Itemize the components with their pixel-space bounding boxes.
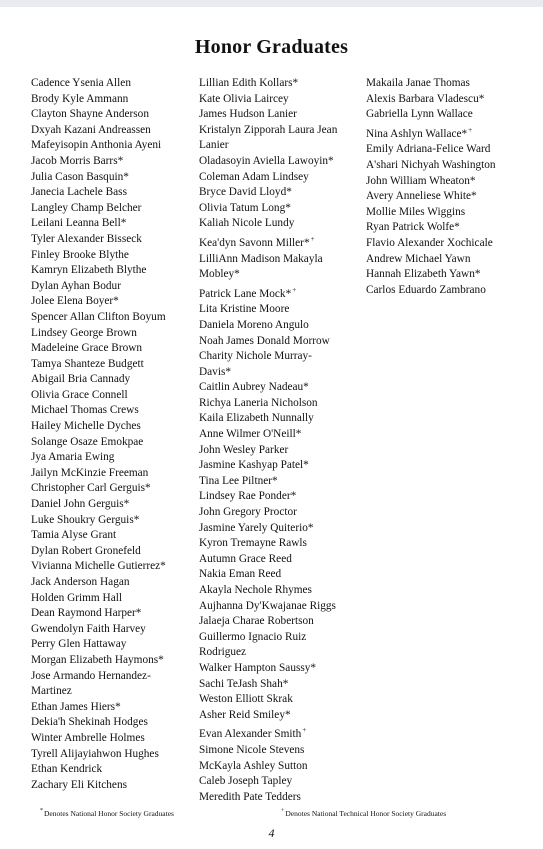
- graduate-name: [31, 138, 166, 154]
- graduate-name: [31, 575, 166, 591]
- graduate-name: [31, 606, 166, 622]
- graduate-name-text: Lindsey Rae Ponder*: [199, 490, 297, 503]
- graduate-name: [31, 248, 166, 264]
- graduate-name: [366, 158, 496, 174]
- graduate-name-text: Jose Armando Hernandez-: [31, 669, 151, 682]
- graduate-name: [31, 513, 166, 529]
- graduate-name: [31, 700, 166, 716]
- graduate-name-text: Morgan Elizabeth Haymons*: [31, 653, 164, 666]
- graduate-name-text: Andrew Michael Yawn: [366, 252, 471, 265]
- graduate-name: [366, 267, 496, 283]
- graduate-name: [31, 622, 166, 638]
- viewer-top-bar: [0, 0, 543, 7]
- graduate-name-text: Tamya Shanteze Budgett: [31, 357, 144, 370]
- graduate-name-text: Noah James Donald Morrow: [199, 334, 330, 347]
- graduate-name-text: Solange Osaze Emokpae: [31, 435, 144, 448]
- graduate-name-text: Jasmine Yarely Quiterio*: [199, 521, 314, 534]
- graduate-name-text: Daniel John Gerguis*: [31, 498, 130, 511]
- graduate-name: [31, 481, 166, 497]
- graduate-name: [31, 559, 166, 575]
- graduate-name-text: Sachi TeJash Shah*: [199, 677, 289, 690]
- graduate-name-text: Caitlin Aubrey Nadeau*: [199, 381, 309, 394]
- graduate-name: [31, 201, 166, 217]
- page-title: Honor Graduates: [194, 36, 349, 58]
- graduate-name: [31, 310, 166, 326]
- graduate-name-text: Ethan Kendrick: [31, 763, 103, 776]
- footnote-nhs: [40, 808, 174, 818]
- graduate-name: [366, 252, 496, 268]
- graduate-name: [199, 536, 337, 552]
- graduate-name: [366, 92, 496, 108]
- graduate-name-text: Kaliah Nicole Lundy: [199, 217, 295, 230]
- graduate-name-text: Lita Kristine Moore: [199, 303, 290, 316]
- graduate-name: [31, 591, 166, 607]
- graduate-name-text: Vivianna Michelle Gutierrez*: [31, 560, 166, 573]
- graduate-name-text: Brody Kyle Ammann: [31, 92, 129, 105]
- graduate-name: [199, 92, 337, 108]
- graduate-name: [31, 232, 166, 248]
- graduate-name: [31, 216, 166, 232]
- graduate-name-text: Spencer Allan Clifton Boyum: [31, 310, 166, 323]
- graduate-name: [31, 544, 166, 560]
- graduate-name: [199, 661, 337, 677]
- graduate-name-text: Nina Ashlyn Wallace*: [366, 127, 468, 140]
- graduate-name-text: Kristalyn Zipporah Laura Jean: [199, 123, 338, 136]
- graduate-name: [31, 372, 166, 388]
- graduate-name: [199, 123, 337, 139]
- graduate-name-text: McKayla Ashley Sutton: [199, 759, 308, 772]
- graduate-name-text: Dylan Ayhan Bodur: [31, 279, 121, 292]
- graduate-name-text: Charity Nichole Murray-: [199, 350, 312, 363]
- graduate-name: [199, 201, 337, 217]
- graduate-name: [31, 715, 166, 731]
- graduate-name-text: Jasmine Kashyap Patel*: [199, 459, 309, 472]
- graduate-name: [199, 567, 337, 583]
- graduate-name: [31, 107, 166, 123]
- graduate-name-text: Davis*: [199, 365, 232, 378]
- graduate-name-text: Flavio Alexander Xochicale: [366, 236, 493, 249]
- graduate-name-text: Anne Wilmer O'Neill*: [199, 428, 302, 441]
- graduate-name-text: Richya Laneria Nicholson: [199, 396, 318, 409]
- graduate-name-text: Dylan Robert Gronefeld: [31, 544, 141, 557]
- graduate-name-text: Michael Thomas Crews: [31, 404, 139, 417]
- graduate-name-text: Bryce David Lloyd*: [199, 186, 292, 199]
- graduate-name: [31, 497, 166, 513]
- graduate-name: [31, 684, 166, 700]
- graduate-name-text: Kate Olivia Laircey: [199, 92, 289, 105]
- graduate-name-text: Coleman Adam Lindsey: [199, 170, 309, 183]
- graduate-name: [199, 252, 337, 268]
- graduate-name: [199, 267, 337, 283]
- names-column-2: [199, 76, 337, 805]
- graduate-name-text: LilliAnn Madison Makayla: [199, 252, 323, 265]
- graduate-name-text: John William Wheaton*: [366, 174, 476, 187]
- graduate-name: [31, 294, 166, 310]
- graduate-name: [199, 76, 337, 92]
- graduate-name: [199, 427, 337, 443]
- graduate-name: [199, 708, 337, 724]
- graduate-name: [31, 419, 166, 435]
- graduate-name: [31, 76, 166, 92]
- graduate-name-text: Finley Brooke Blythe: [31, 248, 129, 261]
- graduate-name: [199, 677, 337, 693]
- graduate-name-text: Jailyn McKinzie Freeman: [31, 466, 149, 479]
- graduate-name: [199, 380, 337, 396]
- graduate-name-text: Hailey Michelle Dyches: [31, 420, 141, 433]
- graduate-name: [31, 528, 166, 544]
- page-number: 4: [268, 826, 275, 840]
- graduate-name: [366, 236, 496, 252]
- graduate-name: [199, 396, 337, 412]
- graduate-name: [199, 302, 337, 318]
- graduate-name: [31, 263, 166, 279]
- graduate-name-text: Simone Nicole Stevens: [199, 743, 305, 756]
- graduate-name-text: Rodriguez: [199, 646, 247, 659]
- nths-marker: +: [310, 234, 315, 243]
- graduate-name: [199, 743, 337, 759]
- graduate-name-text: Kaila Elizabeth Nunnally: [199, 412, 314, 425]
- graduate-name: [366, 283, 496, 299]
- graduate-name: [366, 142, 496, 158]
- graduate-name: [366, 107, 496, 123]
- graduate-name: [31, 403, 166, 419]
- graduate-name-text: Tina Lee Piltner*: [199, 474, 278, 487]
- graduate-name: [199, 443, 337, 459]
- graduate-name: [366, 205, 496, 221]
- graduate-name: [199, 138, 337, 154]
- graduate-name-text: Kyron Tremayne Rawls: [199, 537, 307, 550]
- graduate-name: [31, 653, 166, 669]
- graduate-name-text: Clayton Shayne Anderson: [31, 108, 149, 121]
- graduate-name: [31, 747, 166, 763]
- graduate-name-text: Jalaeja Charae Robertson: [199, 615, 314, 628]
- footnote-nhs-mark: *: [40, 808, 43, 814]
- graduate-name-text: James Hudson Lanier: [199, 108, 297, 121]
- graduate-name-text: Kamryn Elizabeth Blythe: [31, 264, 147, 277]
- graduate-name: [199, 645, 337, 661]
- graduate-name-text: Kea'dyn Savonn Miller*: [199, 236, 310, 249]
- graduate-name: [199, 107, 337, 123]
- graduate-name: [199, 458, 337, 474]
- graduate-name: [31, 154, 166, 170]
- graduate-name: [199, 614, 337, 630]
- graduate-name: [31, 669, 166, 685]
- graduate-name-text: Abigail Bria Cannady: [31, 373, 131, 386]
- graduate-name: [199, 185, 337, 201]
- graduate-name-text: Zachary Eli Kitchens: [31, 778, 127, 791]
- graduate-name: [31, 466, 166, 482]
- footnote-nths-text: Denotes National Technical Honor Society Graduates: [285, 809, 447, 818]
- graduate-name: [199, 411, 337, 427]
- graduate-name-text: Carlos Eduardo Zambrano: [366, 283, 486, 296]
- graduate-name-text: Mobley*: [199, 268, 240, 281]
- graduate-name-text: Jacob Morris Barrs*: [31, 154, 124, 167]
- graduate-name: [199, 630, 337, 646]
- graduate-name-text: Gwendolyn Faith Harvey: [31, 622, 146, 635]
- graduate-name-text: Mollie Miles Wiggins: [366, 205, 466, 218]
- graduate-name-text: Aujhanna Dy'Kwajanae Riggs: [199, 599, 336, 612]
- graduate-name-text: Daniela Moreno Angulo: [199, 318, 309, 331]
- graduate-name-text: Madeleine Grace Brown: [31, 342, 143, 355]
- graduate-name: [31, 357, 166, 373]
- graduate-name-text: Makaila Janae Thomas: [366, 77, 470, 89]
- graduate-name: [31, 341, 166, 357]
- graduate-name: [366, 174, 496, 190]
- graduate-name: [31, 170, 166, 186]
- graduate-name: [366, 76, 496, 92]
- graduate-name: [199, 790, 337, 806]
- graduate-name: [199, 283, 337, 303]
- graduate-name: [199, 583, 337, 599]
- graduate-name-text: Tyrell Alijayiahwon Hughes: [31, 747, 159, 760]
- graduate-name: [31, 450, 166, 466]
- graduate-name: [199, 692, 337, 708]
- graduate-name-text: Meredith Pate Tedders: [199, 790, 301, 803]
- graduate-name: [31, 762, 166, 778]
- graduate-name-text: Weston Elliott Skrak: [199, 693, 293, 706]
- graduate-name-text: Cadence Ysenia Allen: [31, 77, 131, 89]
- graduate-name: [31, 185, 166, 201]
- graduate-name-text: Jya Amaria Ewing: [31, 451, 115, 464]
- graduate-name-text: Gabriella Lynn Wallace: [366, 108, 473, 121]
- graduate-name: [199, 154, 337, 170]
- graduate-name-text: Luke Shoukry Gerguis*: [31, 513, 140, 526]
- graduate-name-text: Winter Ambrelle Holmes: [31, 731, 145, 744]
- graduate-name: [199, 170, 337, 186]
- graduate-name-text: Julia Cason Basquin*: [31, 170, 129, 183]
- graduate-name-text: Dean Raymond Harper*: [31, 607, 142, 620]
- graduate-name: [199, 505, 337, 521]
- graduate-name-text: Tamia Alyse Grant: [31, 529, 117, 542]
- footnote-nths-mark: +: [281, 808, 285, 814]
- graduate-name: [199, 232, 337, 252]
- graduate-name-text: Lanier: [199, 139, 229, 152]
- graduate-name-text: Autumn Grace Reed: [199, 552, 292, 565]
- graduate-name-text: Lindsey George Brown: [31, 326, 137, 339]
- graduate-name-text: Asher Reid Smiley*: [199, 708, 291, 721]
- graduate-name-text: Akayla Nechole Rhymes: [199, 584, 312, 596]
- graduate-name: [199, 599, 337, 615]
- graduate-name-text: Walker Hampton Saussy*: [199, 661, 317, 674]
- graduate-name: [199, 474, 337, 490]
- graduate-name-text: Perry Glen Hattaway: [31, 638, 127, 651]
- graduate-name: [31, 388, 166, 404]
- graduate-name-text: John Gregory Proctor: [199, 506, 297, 519]
- graduate-name: [31, 279, 166, 295]
- graduate-name-text: Dxyah Kazani Andreassen: [31, 123, 151, 136]
- names-column-1: [31, 76, 166, 793]
- graduate-name-text: A'shari Nichyah Washington: [366, 158, 496, 171]
- graduate-name-text: Tyler Alexander Bisseck: [31, 232, 142, 245]
- graduate-name: [31, 637, 166, 653]
- graduate-name-text: Jolee Elena Boyer*: [31, 295, 119, 308]
- graduate-name: [199, 216, 337, 232]
- graduate-name-text: Olivia Tatum Long*: [199, 201, 291, 214]
- graduate-name-text: Nakia Eman Reed: [199, 568, 282, 581]
- nths-marker: +: [468, 125, 473, 134]
- names-column-3: [366, 76, 496, 298]
- graduate-name-text: Lillian Edith Kollars*: [199, 77, 299, 89]
- graduate-name: [199, 318, 337, 334]
- graduate-name: [199, 774, 337, 790]
- graduate-name-text: Caleb Joseph Tapley: [199, 775, 293, 788]
- graduate-name: [199, 552, 337, 568]
- graduate-name: [31, 435, 166, 451]
- graduate-name-text: Avery Anneliese White*: [366, 190, 477, 203]
- graduate-name: [366, 123, 496, 143]
- nths-marker: +: [292, 285, 297, 294]
- graduate-name-text: Martinez: [31, 685, 72, 698]
- graduate-name: [366, 189, 496, 205]
- graduate-name: [31, 778, 166, 794]
- graduate-name-text: Langley Champ Belcher: [31, 201, 142, 214]
- graduate-name: [199, 521, 337, 537]
- graduate-name-text: Holden Grimm Hall: [31, 591, 122, 604]
- graduate-name-text: Christopher Carl Gerguis*: [31, 482, 151, 495]
- graduate-name: [199, 723, 337, 743]
- graduate-name-text: Ryan Patrick Wolfe*: [366, 221, 460, 234]
- graduate-name: [199, 759, 337, 775]
- graduate-name: [199, 334, 337, 350]
- graduate-name-text: Patrick Lane Mock*: [199, 287, 292, 300]
- graduate-name: [199, 489, 337, 505]
- graduate-name: [31, 123, 166, 139]
- graduate-name-text: Olivia Grace Connell: [31, 388, 128, 401]
- graduate-name: [199, 365, 337, 381]
- graduate-name-text: Hannah Elizabeth Yawn*: [366, 268, 481, 281]
- graduate-name-text: Guillermo Ignacio Ruiz: [199, 630, 307, 643]
- graduate-name-text: Alexis Barbara Vladescu*: [366, 92, 485, 105]
- footnote-nhs-text: Denotes National Honor Society Graduates: [44, 809, 174, 818]
- footnote-nths: [281, 808, 446, 818]
- graduate-name-text: Leilani Leanna Bell*: [31, 217, 127, 230]
- graduate-name-text: Evan Alexander Smith: [199, 728, 302, 741]
- graduate-name: [31, 731, 166, 747]
- nths-marker: +: [302, 726, 307, 735]
- graduate-name-text: Oladasoyin Aviella Lawoyin*: [199, 154, 334, 167]
- graduate-name-text: Mafeyisopin Anthonia Ayeni: [31, 139, 162, 152]
- graduate-name: [31, 92, 166, 108]
- graduate-name: [199, 349, 337, 365]
- graduate-name: [366, 220, 496, 236]
- graduate-name-text: Jack Anderson Hagan: [31, 576, 130, 588]
- graduate-name-text: Emily Adriana-Felice Ward: [366, 143, 491, 156]
- graduate-name-text: John Wesley Parker: [199, 443, 289, 456]
- graduate-name-text: Ethan James Hiers*: [31, 700, 121, 713]
- graduate-name: [31, 326, 166, 342]
- graduate-name-text: Dekia'h Shekinah Hodges: [31, 716, 148, 729]
- graduate-name-text: Janecia Lachele Bass: [31, 186, 127, 199]
